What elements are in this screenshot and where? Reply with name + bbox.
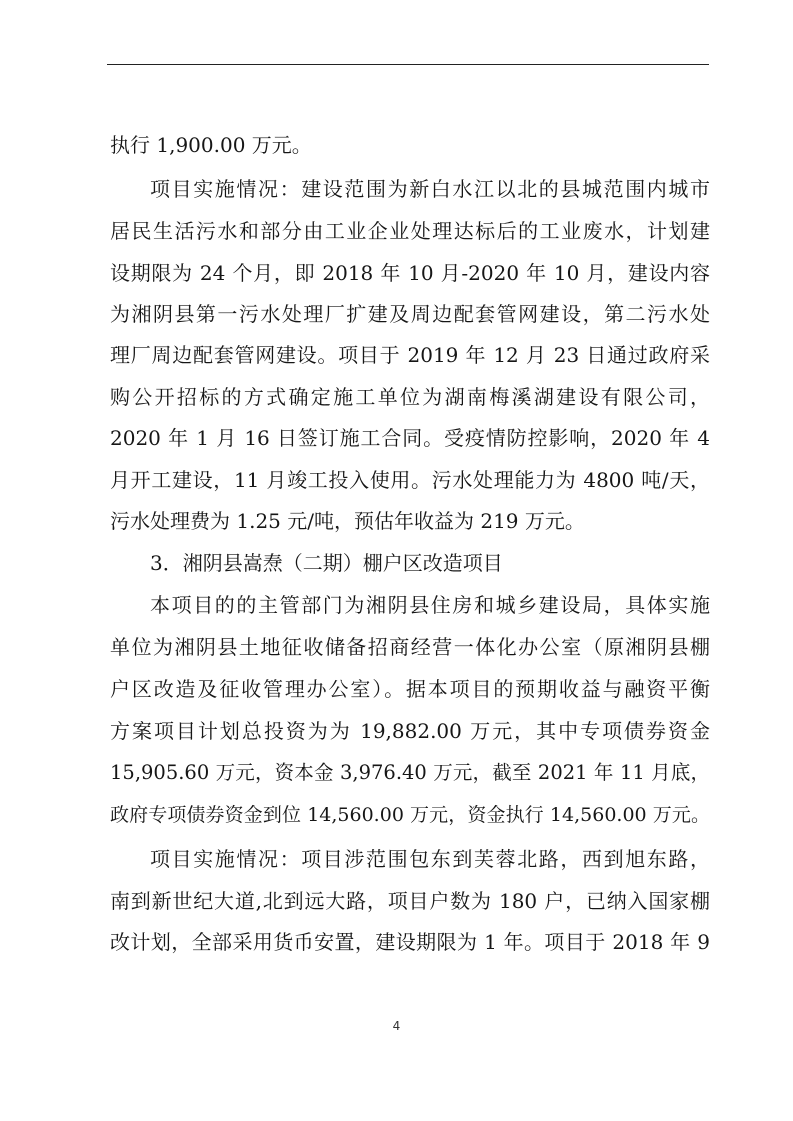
page-number: 4 <box>392 1019 401 1033</box>
body-line-20: 改计划，全部采用货币安置，建设期限为 1 年。项目于 2018 年 9 <box>110 930 710 954</box>
body-line-17: 政府专项债券资金到位 14,560.00 万元，资金执行 14,560.00 万元。 <box>110 804 710 826</box>
section-heading-3: 3．湘阴县嵩焘（二期）棚户区改造项目 <box>150 551 503 575</box>
body-line-7: 购公开招标的方式确定施工单位为湖南梅溪湖建设有限公司， <box>110 385 710 409</box>
body-line-18: 项目实施情况：项目涉范围包东到芙蓉北路，西到旭东路， <box>150 847 710 871</box>
body-line-4: 设期限为 24 个月，即 2018 年 10 月-2020 年 10 月，建设内容 <box>110 261 710 285</box>
body-line-15: 方案项目计划总投资为为 19,882.00 万元，其中专项债券资金 <box>110 719 710 743</box>
body-line-2: 项目实施情况：建设范围为新白水江以北的县城范围内城市 <box>150 177 710 201</box>
body-line-6: 理厂周边配套管网建设。项目于 2019 年 12 月 23 日通过政府采 <box>110 343 710 367</box>
body-line-5: 为湘阴县第一污水处理厂扩建及周边配套管网建设，第二污水处 <box>110 302 710 326</box>
body-line-3: 居民生活污水和部分由工业企业处理达标后的工业废水，计划建 <box>110 219 710 243</box>
body-line-12: 本项目的的主管部门为湘阴县住房和城乡建设局，具体实施 <box>150 593 710 617</box>
body-line-16: 15,905.60 万元，资本金 3,976.40 万元，截至 2021 年 11 月底， <box>110 761 710 784</box>
body-line-14: 户区改造及征收管理办公室）。据本项目的预期收益与融资平衡 <box>110 677 710 701</box>
body-line-13: 单位为湘阴县土地征收储备招商经营一体化办公室（原湘阴县棚 <box>110 635 710 659</box>
body-line-8: 2020 年 1 月 16 日签订施工合同。受疫情防控影响，2020 年 4 <box>110 426 710 450</box>
body-line-19: 南到新世纪大道,北到远大路，项目户数为 180 户，已纳入国家棚 <box>110 889 710 913</box>
header-rule <box>107 64 709 65</box>
body-line-1: 执行 1,900.00 万元。 <box>110 133 312 157</box>
body-line-10: 污水处理费为 1.25 元/吨，预估年收益为 219 万元。 <box>110 509 585 533</box>
body-line-9: 月开工建设，11 月竣工投入使用。污水处理能力为 4800 吨/天， <box>110 468 710 492</box>
